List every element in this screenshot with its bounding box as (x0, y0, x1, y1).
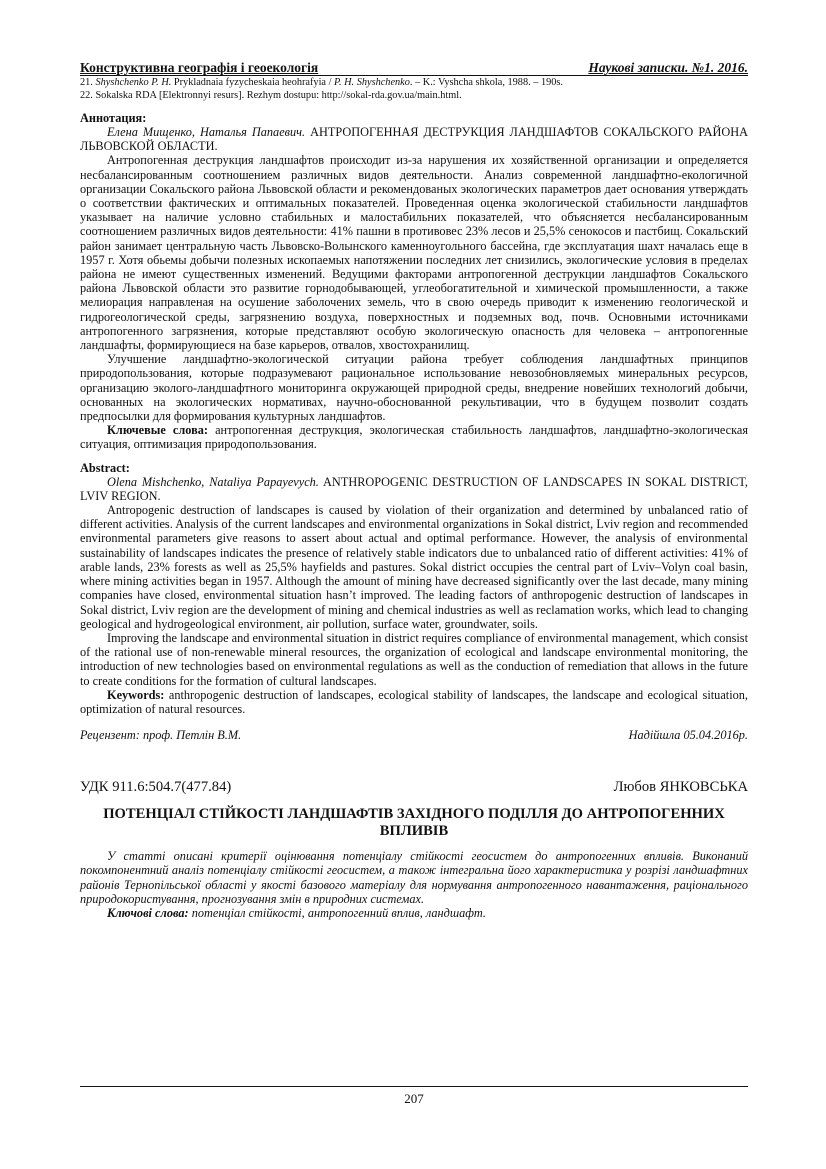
article-abstract: У статті описані критерії оцінювання потенціалу стійкості геосистем до антропогенних впливів. Виконаний покомпонентний аналіз потенціалу стійкості геосистем, а також інтегральна його характеристика у розрізі ландшафтних районів Тернопільської області у якості базового матеріалу для нормування антропогенного навантаження, раціонального природокористування, прогнозування змін в природних системах. (80, 849, 748, 906)
udk-line (80, 779, 748, 796)
en-keywords: Keywords: anthropogenic destruction of landscapes, ecological stability of landscapes, the landscape and ecological situation, optimization of natural resources. (80, 687, 748, 716)
page-number: 207 (404, 1091, 424, 1106)
header-journal: Наукові записки. №1. 2016. (588, 60, 748, 75)
ru-heading: Аннотация: (80, 111, 147, 125)
udk-code: УДК 911.6:504.7(477.84) (80, 779, 232, 796)
reviewer: Рецензент: проф. Петлін В.М. (80, 728, 242, 743)
article-keywords: Ключові слова: потенціал стійкості, антропогенний вплив, ландшафт. (107, 905, 486, 920)
article-author: Любов ЯНКОВСЬКА (613, 779, 748, 796)
header-section-title: Конструктивна географія і геоекологія (80, 60, 319, 75)
page-footer (80, 1086, 748, 1107)
ru-keywords: Ключевые слова: антропогенная деструкция, экологическая стабильность ландшафтов, ландшафтно-экологическая ситуация, оптимизация природопользования. (80, 423, 749, 452)
ru-paragraph-2: Улучшение ландшафтно-экологической ситуации района требует соблюдения ландшафтных принципов природопользования, которые подразумевают рациональное использование невозобновляемых минеральных ресурсов, организацию эколого-ландшафтного мониторинга окружающей природной среды, внедрение новейших технологий добычи, основанных на экологических нормативах, научно-обоснованной рекультивации, что в будущем позволит создать предпосылки для формирования культурных ландшафтов. (80, 352, 748, 424)
reference-22: 22. Sokalska RDA [Elektronnyi resurs]. Rezhym dostupu: http://sokal-rda.gov.ua/main.html. (80, 90, 462, 101)
page-content (80, 60, 748, 920)
en-paragraph-2: Improving the landscape and environmental situation in district requires compliance of environmental management, which consist of the rational use of non-renewable mineral resources, the organization of ecological and landscape environmental monitoring, the introduction of new technologies based on environmental regulations as well as the conduction of remediation that allows in the future to create conditions for the formation of cultural landscapes. (80, 630, 748, 688)
en-paragraph-1: Antropogenic destruction of landscapes is caused by violation of their organization and determined by unbalanced ratio of different activities. Analysis of the current landscapes and environmental organizations in Sokal district, Lviv region and recommended environmental parameters give reasons to assert about actual and optimal performance. However, the analysis of environmental sustainability of landscapes indicates the presence of relatively stable indicators due to unbalanced ratio of different activities: 41% of arable lands, 23% forests as well as 25,5% hayfields and pastures. Sokal district occupies the central part of Lviv–Volyn coal basin, where mining activities began in 1957. Although the amount of mining have decreased significantly over the last decade, many mining companies have closed, environmental situation hasn’t improved. The leading factors of anthropogenic destruction of landscapes in Sokal district, Lviv region are the development of mining and chemical industries as well as reclamation works, which lead to changing geological and hydrogeological environment, air pollution, surface water, groundwater, soils. (80, 503, 748, 631)
article-title: ПОТЕНЦІАЛ СТІЙКОСТІ ЛАНДШАФТІВ ЗАХІДНОГО ПОДІЛЛЯ ДО АНТРОПОГЕННИХ ВПЛИВІВ (103, 806, 725, 840)
ru-title: Елена Мищенко, Наталья Папаевич. АНТРОПОГЕННАЯ ДЕСТРУКЦИЯ ЛАНДШАФТОВ СОКАЛЬСКОГО РАЙОНА ЛЬВОВСКОЙ ОБЛАСТИ. (80, 125, 749, 154)
received-date: Надійшла 05.04.2016р. (628, 728, 748, 743)
review-line (80, 728, 748, 743)
en-title: Olena Mishchenko, Nataliya Papayevych. ANTHROPOGENIC DESTRUCTION OF LANDSCAPES IN SOKAL DISTRICT, LVIV REGION. (80, 474, 748, 503)
ru-paragraph-1: Антропогенная деструкция ландшафтов происходит из-за нарушения их хозяйственной организации и определяется несбалансированным соотношением различных видов деятельности. Анализ современной ландшафтно-екологичной организации Сокальского района Львовской области и рекомендованых экологических параметров дает основания утверждать о соответствии фактических и оптимальных показателей. Проведенная оценка экологической стабильности ландшафтов указывает на наличие условно стабильных и малостабильних показателей, что объясняется несбалансированным соотношением различных видов деятельности: 41% пашни в противовес 23% лесов и 25,5% сенокосов и пастбищ. Сокальский район занимает центральную часть Львовско-Волынского каменноугольного бассейна, где эксплуатация шахт началась еще в 1957 г. Хотя обьемы добычи полезных ископаемых напотяжении последних лет снизились, экологические условия в пределах района не имеют существенных изменений. Ведущими факторами антропогенной деструкции ландшафтов Сокальского района Львовской области это развитие горнодобывающей, углеобогатительной и химической промышленности, а также мелиорация направленая на осушение заболочених земель, что в свою очередь приводит к изменению геологической и гидрогеологической среды, загрязнению воздуха, поверхностных и подземных вод, почв. Основными источниками антропогенного загрязнения, которые представляют особую экологическую опасность для человека – антропогенные ландшафты, формирующиеся на базе карьеров, отвалов, хвостохранилищ. (80, 153, 748, 353)
en-heading: Abstract: (80, 460, 130, 475)
reference-21: 21. Shyshchenko P. H. Prykladnaia fyzycheskaia heohrafyia / P. H. Shyshchenko. – K.: Vyshcha shkola, 1988. – 190s. (80, 77, 564, 88)
running-header (80, 60, 748, 76)
